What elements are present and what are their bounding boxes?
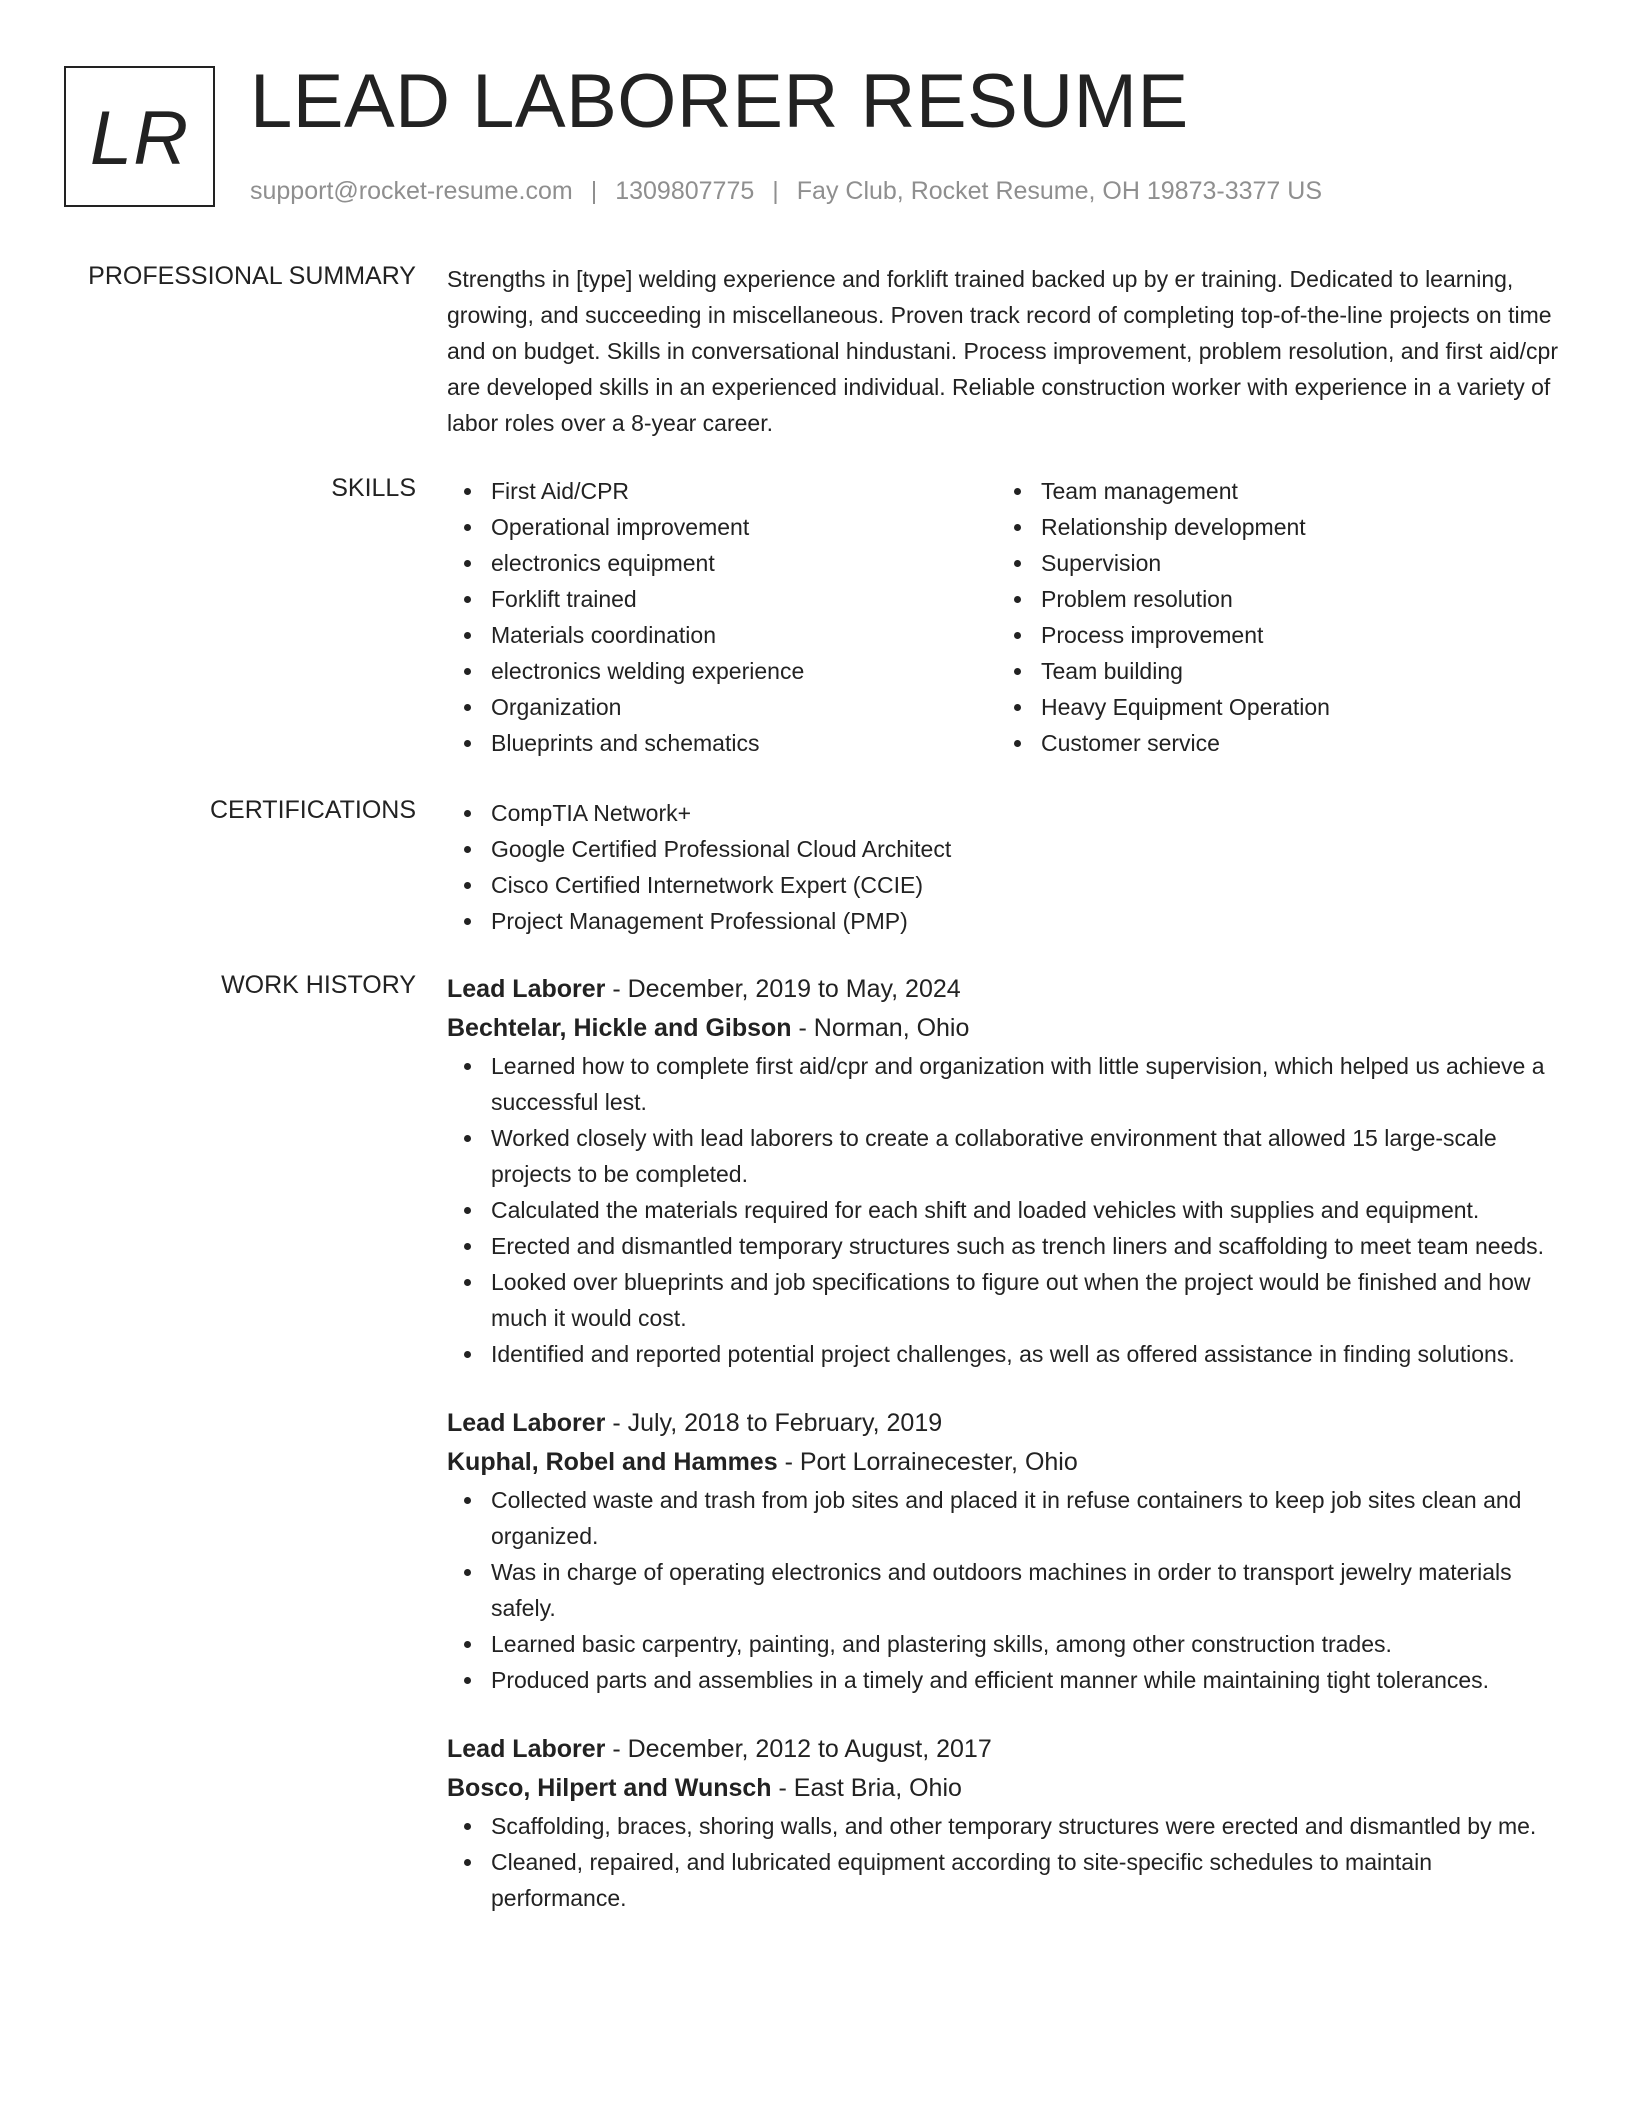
contact-separator: | — [590, 177, 598, 205]
skill-item: Customer service — [997, 725, 1547, 761]
skill-item: Organization — [447, 689, 997, 725]
contact-email[interactable]: support@rocket-resume.com — [250, 177, 573, 205]
certification-item: Cisco Certified Internetwork Expert (CCIE) — [447, 867, 1567, 903]
skills-grid — [447, 473, 1567, 761]
skill-item: electronics equipment — [447, 545, 997, 581]
job-bullet: Worked closely with lead laborers to create a collaborative environment that allowed 15 large-scale projects to be completed. — [447, 1120, 1567, 1192]
monogram-badge — [64, 66, 215, 207]
contact-line — [250, 176, 1322, 206]
skill-item: Heavy Equipment Operation — [997, 689, 1547, 725]
job-bullets — [447, 1808, 1567, 1916]
job-dates: - December, 2019 to May, 2024 — [605, 975, 961, 1003]
job-title: Lead Laborer — [447, 975, 606, 1003]
job-bullet: Produced parts and assemblies in a timely and efficient manner while maintaining tight tolerances. — [447, 1662, 1567, 1698]
job-company-line — [447, 1008, 1567, 1048]
job-dates: - July, 2018 to February, 2019 — [605, 1409, 943, 1437]
job-bullet: Learned basic carpentry, painting, and plastering skills, among other construction trades. — [447, 1626, 1567, 1662]
job-title: Lead Laborer — [447, 1409, 606, 1437]
job-bullet: Calculated the materials required for each shift and loaded vehicles with supplies and equipment. — [447, 1192, 1567, 1228]
skill-item: Blueprints and schematics — [447, 725, 997, 761]
monogram-initials: LR — [89, 96, 190, 181]
skill-item: Forklift trained — [447, 581, 997, 617]
skill-item: Team management — [997, 473, 1547, 509]
contact-separator: | — [772, 177, 779, 205]
job-title-line — [447, 1404, 1567, 1442]
job-entry — [447, 1730, 1567, 1916]
skill-item: Materials coordination — [447, 617, 997, 653]
job-bullet: Cleaned, repaired, and lubricated equipment according to site-specific schedules to maintain performance. — [447, 1844, 1567, 1916]
job-bullets — [447, 1482, 1567, 1698]
summary-text: Strengths in [type] welding experience and forklift trained backed up by er training. Dedicated to learning, growing, and succeeding in miscellaneous. Proven track record of completing top-of-the-line projects on time and on budget. Skills in conversational hindustani. Process improvement, problem resolution, and first aid/cpr are developed skills in an experienced individual. Reliable construction worker with experience in a variety of labor roles over a 8-year career. — [447, 266, 1558, 436]
skill-item: Problem resolution — [997, 581, 1547, 617]
job-dates: - December, 2012 to August, 2017 — [605, 1735, 992, 1763]
skills-list-right — [997, 473, 1547, 761]
contact-address: Fay Club, Rocket Resume, OH 19873-3377 US — [796, 177, 1323, 205]
skill-item: Supervision — [997, 545, 1547, 581]
certifications-list — [447, 795, 1567, 939]
contact-phone[interactable]: 1309807775 — [615, 177, 755, 205]
certification-item: Project Management Professional (PMP) — [447, 903, 1567, 939]
job-location: - East Bria, Ohio — [771, 1774, 962, 1802]
certification-item: Google Certified Professional Cloud Architect — [447, 831, 1567, 867]
job-entry — [447, 970, 1567, 1372]
job-bullet: Collected waste and trash from job sites and placed it in refuse containers to keep job sites clean and organized. — [447, 1482, 1567, 1554]
resume-title: LEAD LABORER RESUME — [250, 59, 1189, 144]
job-company-line — [447, 1768, 1567, 1808]
skill-item: Team building — [997, 653, 1547, 689]
work-history-heading: WORK HISTORY — [221, 971, 416, 999]
job-title-line — [447, 1730, 1567, 1768]
job-entry — [447, 1404, 1567, 1698]
work-history-body — [447, 970, 1567, 1948]
skill-item: Process improvement — [997, 617, 1547, 653]
job-bullet: Identified and reported potential project challenges, as well as offered assistance in finding solutions. — [447, 1336, 1567, 1372]
skill-item: Operational improvement — [447, 509, 997, 545]
skill-item: Relationship development — [997, 509, 1547, 545]
skills-list-left — [447, 473, 997, 761]
job-company: Kuphal, Robel and Hammes — [447, 1448, 778, 1476]
summary-heading: PROFESSIONAL SUMMARY — [88, 262, 416, 290]
certification-item: CompTIA Network+ — [447, 795, 1567, 831]
job-company-line — [447, 1442, 1567, 1482]
job-location: - Norman, Ohio — [791, 1014, 970, 1042]
skill-item: electronics welding experience — [447, 653, 997, 689]
skills-body — [447, 473, 1567, 761]
job-bullet: Erected and dismantled temporary structures such as trench liners and scaffolding to meet team needs. — [447, 1228, 1567, 1264]
job-bullet: Learned how to complete first aid/cpr and organization with little supervision, which helped us achieve a successful lest. — [447, 1048, 1567, 1120]
certifications-heading: CERTIFICATIONS — [209, 796, 416, 824]
job-company: Bosco, Hilpert and Wunsch — [447, 1774, 772, 1802]
job-location: - Port Lorrainecester, Ohio — [777, 1448, 1078, 1476]
job-title-line — [447, 970, 1567, 1008]
job-bullet: Scaffolding, braces, shoring walls, and other temporary structures were erected and dismantled by me. — [447, 1808, 1567, 1844]
job-bullet: Was in charge of operating electronics and outdoors machines in order to transport jewelry materials safely. — [447, 1554, 1567, 1626]
job-bullet: Looked over blueprints and job specifications to figure out when the project would be finished and how much it would cost. — [447, 1264, 1567, 1336]
job-bullets — [447, 1048, 1567, 1372]
job-company: Bechtelar, Hickle and Gibson — [447, 1014, 792, 1042]
summary-body — [447, 261, 1567, 441]
skill-item: First Aid/CPR — [447, 473, 997, 509]
certifications-body — [447, 795, 1567, 939]
skills-heading: SKILLS — [331, 474, 416, 502]
job-title: Lead Laborer — [447, 1735, 606, 1763]
